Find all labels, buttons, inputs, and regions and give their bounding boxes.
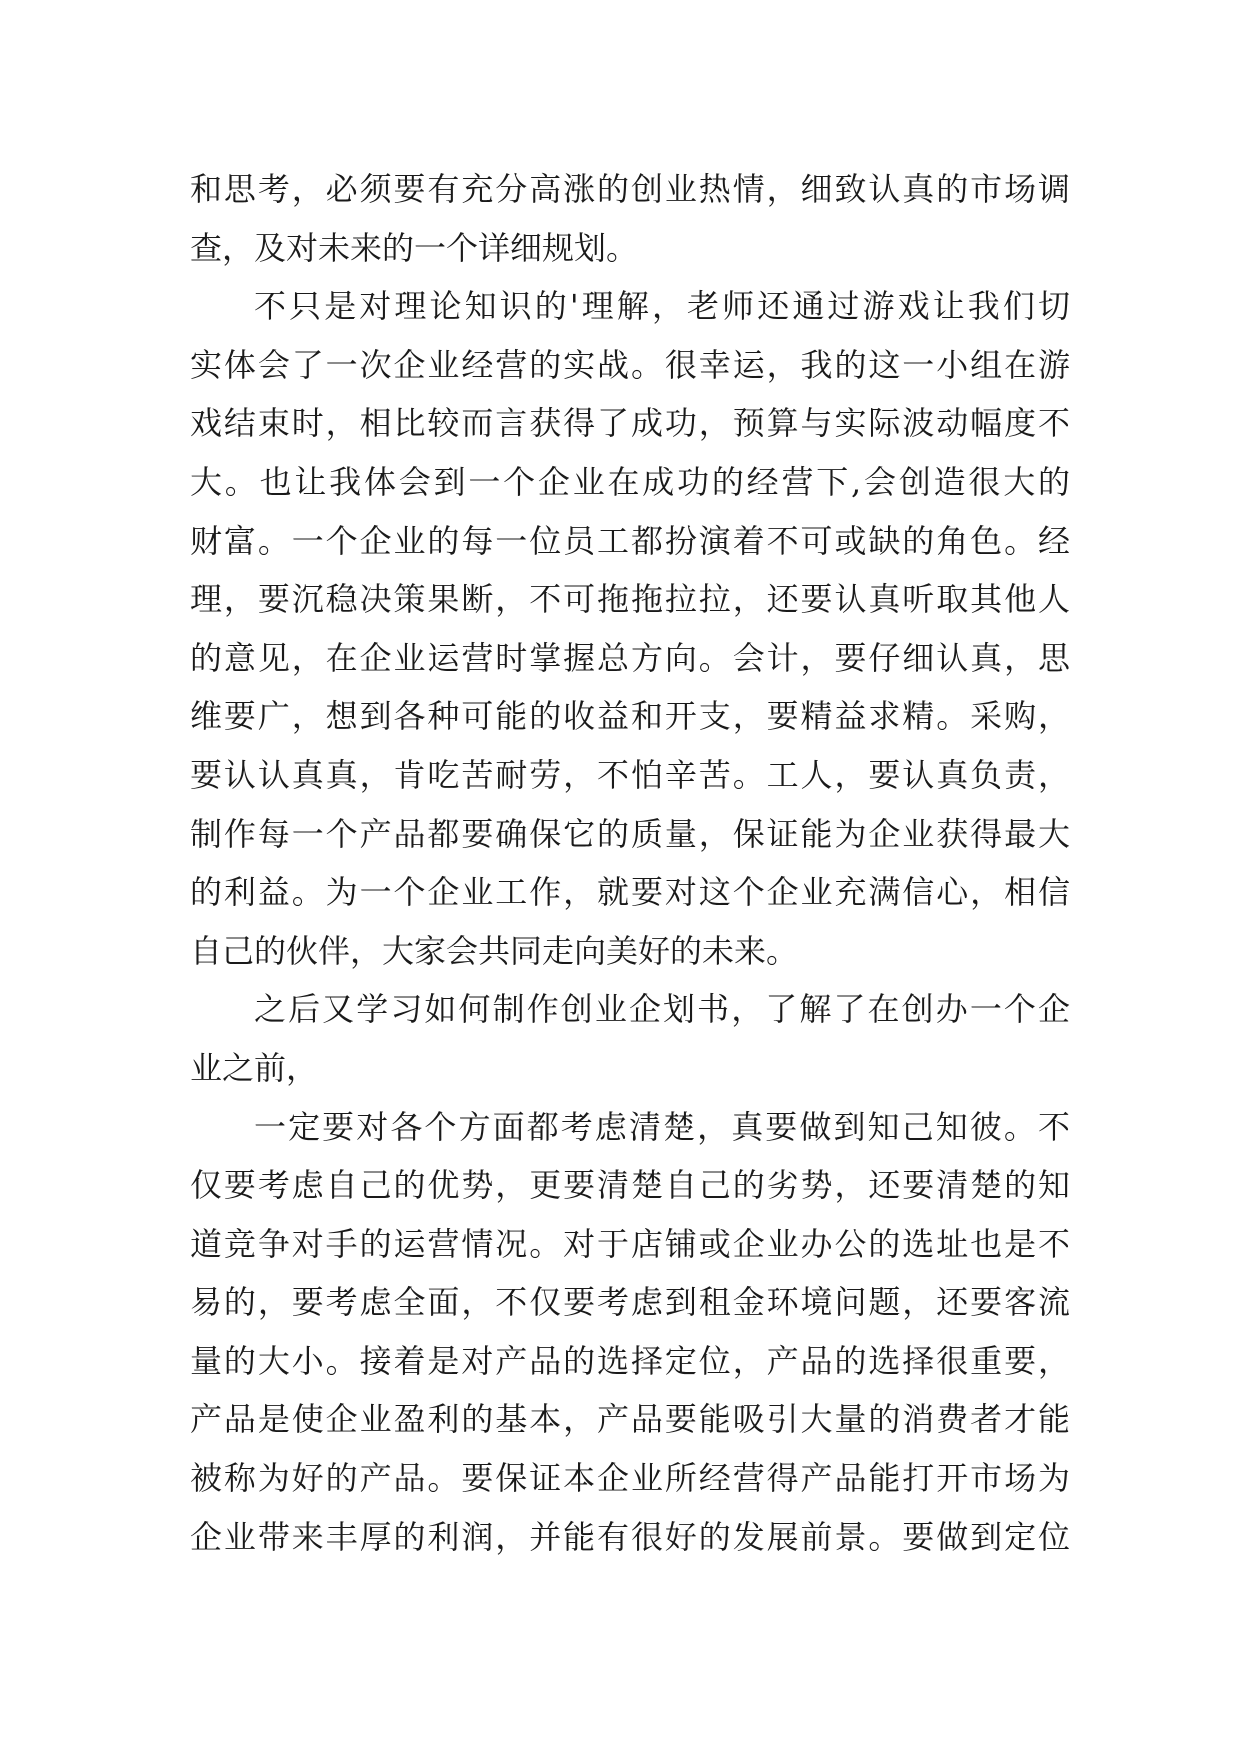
text-line: 和思考，必须要有充分高涨的创业热情，细致认真的市场调 bbox=[190, 170, 1070, 208]
text-line: 不只是对理论知识的'理解，老师还通过游戏让我们切 bbox=[254, 287, 1070, 326]
text-line: 被称为好的产品。要保证本企业所经营得产品能打开市场为 bbox=[190, 1459, 1070, 1498]
document-body bbox=[190, 160, 1070, 1566]
text-line: 大。也让我体会到一个企业在成功的经营下,会创造很大的 bbox=[190, 462, 1070, 501]
text-line: 企业带来丰厚的利润，并能有很好的发展前景。要做到定位 bbox=[190, 1517, 1070, 1556]
text-line: 仅要考虑自己的优势，更要清楚自己的劣势，还要清楚的知 bbox=[190, 1166, 1070, 1205]
text-line: 一定要对各个方面都考虑清楚，真要做到知己知彼。不 bbox=[254, 1107, 1070, 1146]
text-line: 维要广，想到各种可能的收益和开支，要精益求精。采购， bbox=[190, 697, 1070, 736]
text-line: 财富。一个企业的每一位员工都扮演着不可或缺的角色。经 bbox=[190, 521, 1070, 560]
text-line: 的意见，在企业运营时掌握总方向。会计，要仔细认真，思 bbox=[190, 638, 1070, 677]
text-line: 实体会了一次企业经营的实战。很幸运，我的这一小组在游 bbox=[190, 345, 1070, 384]
text-line: 业之前， bbox=[190, 1048, 319, 1087]
text-line: 理，要沉稳决策果断，不可拖拖拉拉，还要认真听取其他人 bbox=[190, 580, 1070, 619]
text-line: 道竞争对手的运营情况。对于店铺或企业办公的选址也是不 bbox=[190, 1224, 1070, 1263]
text-line: 易的，要考虑全面，不仅要考虑到租金环境问题，还要客流 bbox=[190, 1283, 1070, 1322]
text-line: 之后又学习如何制作创业企划书，了解了在创办一个企 bbox=[254, 990, 1070, 1029]
text-line: 量的大小。接着是对产品的选择定位，产品的选择很重要， bbox=[190, 1341, 1070, 1380]
text-line: 自己的伙伴，大家会共同走向美好的未来。 bbox=[190, 931, 799, 970]
text-line: 制作每一个产品都要确保它的质量，保证能为企业获得最大 bbox=[190, 814, 1070, 853]
text-line: 的利益。为一个企业工作，就要对这个企业充满信心，相信 bbox=[190, 873, 1070, 912]
text-line: 戏结束时，相比较而言获得了成功，预算与实际波动幅度不 bbox=[190, 404, 1070, 443]
text-line: 产品是使企业盈利的基本，产品要能吸引大量的消费者才能 bbox=[190, 1400, 1070, 1439]
text-line: 查，及对未来的一个详细规划。 bbox=[190, 228, 639, 267]
text-line: 要认认真真，肯吃苦耐劳，不怕辛苦。工人，要认真负责， bbox=[190, 755, 1070, 794]
